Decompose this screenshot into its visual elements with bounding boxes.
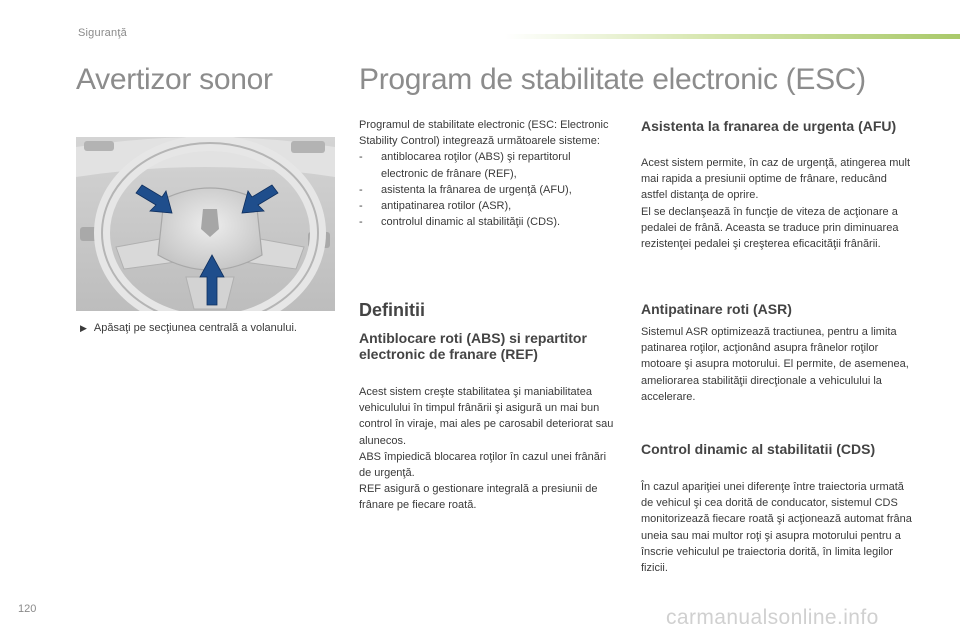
afu-text: Acest sistem permite, în caz de urgenţă, atingerea mult mai rapida a presiunii optime de frânare, reducând astfel distanţa de oprire. El se declanşează în funcţie de viteza de acţionare a pedalei de frână. Aceasta se traduce prin diminuarea rezistenţei pedalei şi creşterea eficacităţii frânării. [641, 157, 911, 251]
abs-heading: Antiblocare roti (ABS) si repartitor electronic de franare (REF) [359, 330, 587, 362]
horn-title: Avertizor sonor [76, 63, 273, 96]
asr-text: Sistemul ASR optimizează tractiunea, pentru a limita patinarea roţilor, acţionând asupra frânelor roţilor motoare şi asupra motorului. El permite, de asemenea, ameliorarea stabilităţii direcţionale a vehiculului la accelerare. [641, 326, 909, 403]
list-item: - asistenta la frânarea de urgenţă (AFU), [359, 182, 609, 198]
steering-wheel-image [76, 137, 335, 311]
horn-instruction: ▶ Apăsaţi pe secţiunea centrală a volanului. [80, 322, 297, 334]
esc-intro: Programul de stabilitate electronic (ESC: Electronic Stability Control) integrează următoarele sisteme: - antiblocarea roţilor (ABS) şi repartitorul electronic de frânare (REF), - asistenta la frânarea de urgenţă (AFU), - antipatinarea rotilor (ASR), - controlul dinamic al stabilităţii (CDS). [359, 117, 609, 230]
cds-heading: Control dinamic al stabilitatii (CDS) [641, 441, 876, 457]
definitions-heading: Definitii [359, 300, 425, 320]
list-item: - antipatinarea rotilor (ASR), [359, 198, 609, 214]
afu-heading: Asistenta la franarea de urgenta (AFU) [641, 118, 897, 134]
abs-text: Acest sistem creşte stabilitatea şi maniabilitatea vehiculului în timpul frânării şi asigură un mai bun control în viraje, mai ales pe carosabil deteriorat sau alunecos. ABS împiedică blocarea roţilor în cazul unei frânări de urgenţă. REF asigură o gestionare integrală a presiunii de frânare pe fiecare roată. [359, 386, 614, 512]
section-label: Siguranţă [78, 27, 127, 39]
page-number: 120 [18, 603, 37, 615]
triangle-right-icon: ▶ [80, 323, 87, 333]
asr-heading: Antipatinare roti (ASR) [641, 301, 792, 317]
list-item: - controlul dinamic al stabilităţii (CDS). [359, 214, 609, 230]
systems-list [359, 149, 609, 230]
header-accent-bar [505, 34, 960, 39]
list-item: - antiblocarea roţilor (ABS) şi repartitorul electronic de frânare (REF), [359, 149, 609, 181]
cds-text: În cazul apariţiei unei diferenţe între traiectoria urmată de vehicul şi cea dorită de conducator, sistemul CDS monitorizează fiecare roată şi acţionează automat frâna uneia sau mai multor roţi şi asupra motorului pentru a înscrie vehiculul pe traiectoria dorită, în limita legilor fizicii. [641, 481, 912, 575]
watermark: carmanualsonline.info [666, 606, 879, 629]
esc-title: Program de stabilitate electronic (ESC) [359, 63, 866, 96]
